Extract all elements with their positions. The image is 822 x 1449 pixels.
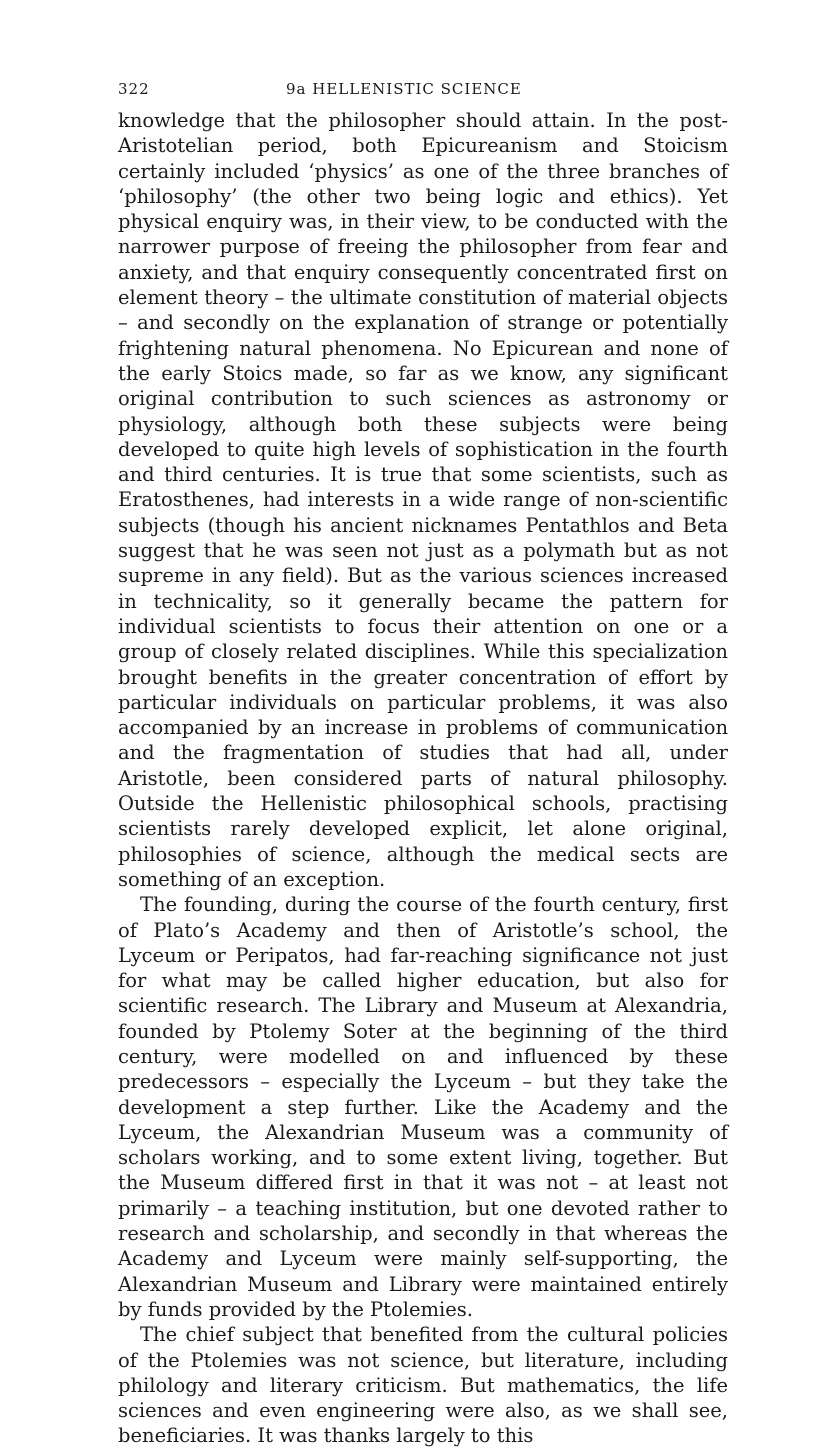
paragraph-2: The founding, during the course of the fourth century, first of Plato’s Academy and then of Aristotle’s school, the Lyceum or Peripatos, had far-reaching significance not just for what may be called higher education, but also for scientific research. The Library and Museum at Alexandria, founded by Ptolemy Soter at the beginning of the third century, were modelled on and influenced by these predecessors – especially the Lyceum – but they take the development a step further. Like the Academy and the Lyceum, the Alexandrian Museum was a community of scholars working, and to some extent living, together. But the Museum differed first in that it was not – at least not primarily – a teaching institution, but one devoted rather to research and scholarship, and secondly in that whereas the Academy and Lyceum were mainly self-supporting, the Alexandrian Museum and Library were maintained entirely by funds provided by the Ptolemies. (118, 893, 728, 1321)
running-head (118, 80, 728, 102)
paragraph-1: knowledge that the philosopher should attain. In the post-Aristotelian period, both Epicureanism and Stoicism certainly included ‘physics’ as one of the three branches of ‘philosophy’ (the other two being logic and ethics). Yet physical enquiry was, in their view, to be conducted with the narrower purpose of freeing the philosopher from fear and anxiety, and that enquiry consequently concentrated first on element theory – the ultimate constitution of material objects – and secondly on the explanation of strange or potentially frightening natural phenomena. No Epicurean and none of the early Stoics made, so far as we know, any significant original contribution to such sciences as astronomy or physiology, although both these subjects were being developed to quite high levels of sophistication in the fourth and third centuries. It is true that some scientists, such as Eratosthenes, had interests in a wide range of non-scientific subjects (though his ancient nicknames Pentathlos and Beta suggest that he was seen not just as a polymath but as not supreme in any field). But as the various sciences increased in technicality, so it generally became the pattern for individual scientists to focus their attention on one or a group of closely related disciplines. While this specialization brought benefits in the greater concentration of effort by particular individuals on particular problems, it was also accompanied by an increase in problems of communication and the fragmentation of studies that had all, under Aristotle, been considered parts of natural philosophy. Outside the Hellenistic philosophical schools, practising scientists rarely developed explicit, let alone original, philosophies of science, although the medical sects are something of an exception. (118, 109, 728, 891)
running-title: 9a HELLENISTIC SCIENCE (286, 80, 522, 98)
body-text (118, 108, 728, 1449)
paragraph-3: The chief subject that benefited from the cultural policies of the Ptolemies was not science, but literature, including philology and literary criticism. But mathematics, the life sciences and even engineering were also, as we shall see, beneficiaries. It was thanks largely to this (118, 1323, 728, 1448)
page-number: 322 (118, 80, 150, 98)
